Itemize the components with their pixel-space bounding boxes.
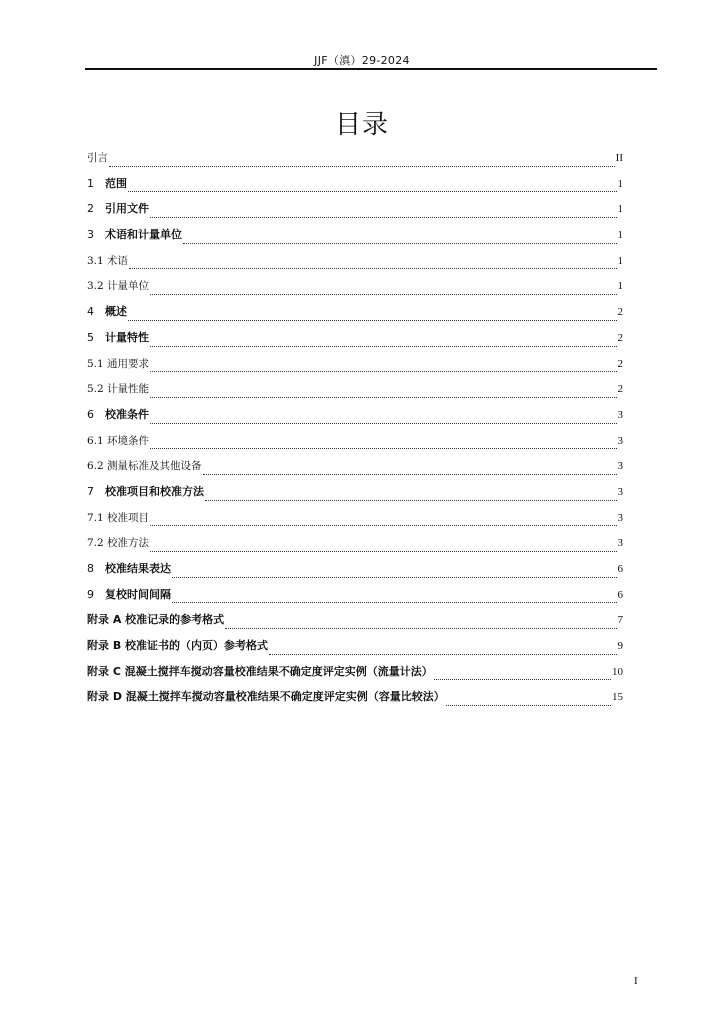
- footer-page-number: I: [634, 975, 638, 987]
- toc-entry[interactable]: [87, 251, 623, 277]
- toc-entry[interactable]: [87, 379, 623, 405]
- toc-dot-leader: [434, 678, 611, 680]
- toc-entry-page: 6: [617, 588, 623, 601]
- toc-entry-label: 术语和计量单位: [105, 228, 182, 242]
- toc-entry-number: 6.1: [87, 434, 108, 447]
- toc-entry-page: 6: [617, 563, 623, 575]
- toc-entry[interactable]: [87, 276, 623, 302]
- toc-entry-page: 3: [617, 537, 623, 550]
- toc-entry-page: 7: [617, 614, 623, 627]
- toc-dot-leader: [269, 653, 616, 655]
- toc-entry-label: 校准方法: [107, 537, 150, 550]
- toc-entry-number: 4: [87, 305, 105, 319]
- toc-entry-page: 2: [617, 383, 623, 396]
- toc-entry-label: 计量单位: [107, 280, 150, 293]
- toc-entry-number: 3: [87, 228, 105, 242]
- toc-dot-leader: [128, 190, 617, 192]
- toc-entry-label: 校准项目和校准方法: [105, 484, 204, 498]
- toc-entry-page: 1: [617, 280, 623, 293]
- toc-entry-page: 10: [612, 665, 623, 678]
- toc-entry-page: 1: [617, 177, 623, 190]
- toc-entry-page: 2: [617, 306, 623, 319]
- toc-dot-leader: [150, 550, 616, 552]
- toc-dot-leader: [150, 216, 617, 218]
- header-rule: [85, 68, 657, 70]
- toc-entry-page: 3: [617, 434, 623, 447]
- toc-entry[interactable]: [87, 687, 623, 713]
- toc-entry-number: 3.1: [87, 254, 108, 267]
- toc-entry-page: 15: [612, 691, 623, 704]
- table-of-contents: [87, 148, 623, 713]
- toc-entry-page: 9: [617, 640, 623, 653]
- toc-entry-label: 附录 B 校准证书的（内页）参考格式: [87, 639, 269, 653]
- toc-entry-number: 5.2: [87, 383, 108, 396]
- toc-entry-label: 概述: [105, 305, 127, 319]
- toc-entry-page: 3: [617, 408, 623, 421]
- toc-entry-label: 环境条件: [107, 434, 150, 447]
- toc-entry-number: 8: [87, 562, 105, 575]
- toc-entry-page: 3: [617, 485, 623, 498]
- page-title: 目录: [334, 110, 389, 140]
- toc-dot-leader: [150, 293, 616, 295]
- toc-entry-label: 校准条件: [105, 407, 149, 421]
- toc-entry-label: 附录 A 校准记录的参考格式: [87, 613, 225, 627]
- running-header: JJF（滇）29-2024: [314, 54, 410, 67]
- toc-dot-leader: [225, 627, 616, 629]
- toc-dot-leader: [150, 447, 616, 449]
- toc-dot-leader: [205, 499, 617, 501]
- toc-dot-leader: [172, 576, 617, 578]
- toc-entry[interactable]: [87, 302, 623, 328]
- toc-entry[interactable]: [87, 456, 623, 482]
- toc-entry-number: 7.1: [87, 511, 108, 524]
- toc-dot-leader: [203, 473, 617, 475]
- toc-entry-label: 范围: [105, 176, 127, 190]
- toc-dot-leader: [150, 396, 616, 398]
- toc-entry[interactable]: [87, 482, 623, 508]
- toc-entry-label: 通用要求: [107, 357, 150, 370]
- toc-entry-label: 引用文件: [105, 202, 149, 216]
- toc-entry-label: 附录 D 混凝土搅拌车搅动容量校准结果不确定度评定实例（容量比较法）: [87, 690, 445, 704]
- toc-entry[interactable]: [87, 610, 623, 636]
- toc-entry-label: 术语: [107, 254, 129, 267]
- toc-dot-leader: [183, 242, 617, 244]
- toc-dot-leader: [109, 165, 615, 167]
- toc-entry[interactable]: [87, 225, 623, 251]
- toc-entry-label: 测量标准及其他设备: [107, 460, 202, 473]
- toc-entry-page: 3: [617, 511, 623, 524]
- toc-entry[interactable]: [87, 508, 623, 534]
- toc-entry-label: 计量性能: [107, 383, 150, 396]
- toc-entry-number: 3.2: [87, 280, 108, 293]
- toc-entry-label: 计量特性: [105, 330, 149, 344]
- toc-entry[interactable]: [87, 148, 623, 174]
- toc-entry-number: 5: [87, 330, 105, 344]
- toc-entry[interactable]: [87, 199, 623, 225]
- toc-dot-leader: [150, 345, 617, 347]
- toc-dot-leader: [150, 422, 617, 424]
- toc-dot-leader: [128, 319, 617, 321]
- toc-entry-number: 2: [87, 202, 105, 216]
- toc-entry-number: 1: [87, 176, 105, 190]
- toc-entry-number: 7: [87, 484, 105, 498]
- toc-entry-page: 2: [617, 357, 623, 370]
- toc-entry-label: 引言: [87, 152, 108, 164]
- toc-dot-leader: [150, 370, 616, 372]
- toc-entry-number: 7.2: [87, 537, 108, 550]
- toc-entry[interactable]: [87, 405, 623, 431]
- toc-entry[interactable]: [87, 585, 623, 611]
- toc-entry[interactable]: [87, 559, 623, 585]
- toc-entry-number: 9: [87, 587, 105, 601]
- toc-entry[interactable]: [87, 328, 623, 354]
- toc-entry-label: 复校时间间隔: [105, 587, 171, 601]
- toc-entry-number: 6: [87, 407, 105, 421]
- toc-entry-page: 1: [617, 229, 623, 242]
- toc-entry-label: 校准结果表达: [105, 562, 171, 575]
- toc-entry-label: 校准项目: [107, 511, 150, 524]
- toc-entry-page: 1: [617, 203, 623, 216]
- toc-entry-page: 1: [617, 254, 623, 267]
- toc-entry-label: 附录 C 混凝土搅拌车搅动容量校准结果不确定度评定实例（流量计法）: [87, 664, 433, 678]
- toc-entry[interactable]: [87, 662, 623, 688]
- toc-entry-number: 5.1: [87, 357, 108, 370]
- toc-entry[interactable]: [87, 431, 623, 457]
- toc-entry[interactable]: [87, 174, 623, 200]
- toc-entry[interactable]: [87, 636, 623, 662]
- toc-dot-leader: [129, 267, 616, 269]
- toc-entry[interactable]: [87, 533, 623, 559]
- toc-entry-page: 2: [617, 331, 623, 344]
- toc-dot-leader: [172, 601, 617, 603]
- toc-entry[interactable]: [87, 354, 623, 380]
- toc-entry-page: II: [615, 152, 623, 164]
- toc-entry-page: 3: [617, 460, 623, 473]
- toc-entry-number: 6.2: [87, 460, 108, 473]
- toc-dot-leader: [446, 704, 611, 706]
- toc-dot-leader: [150, 524, 616, 526]
